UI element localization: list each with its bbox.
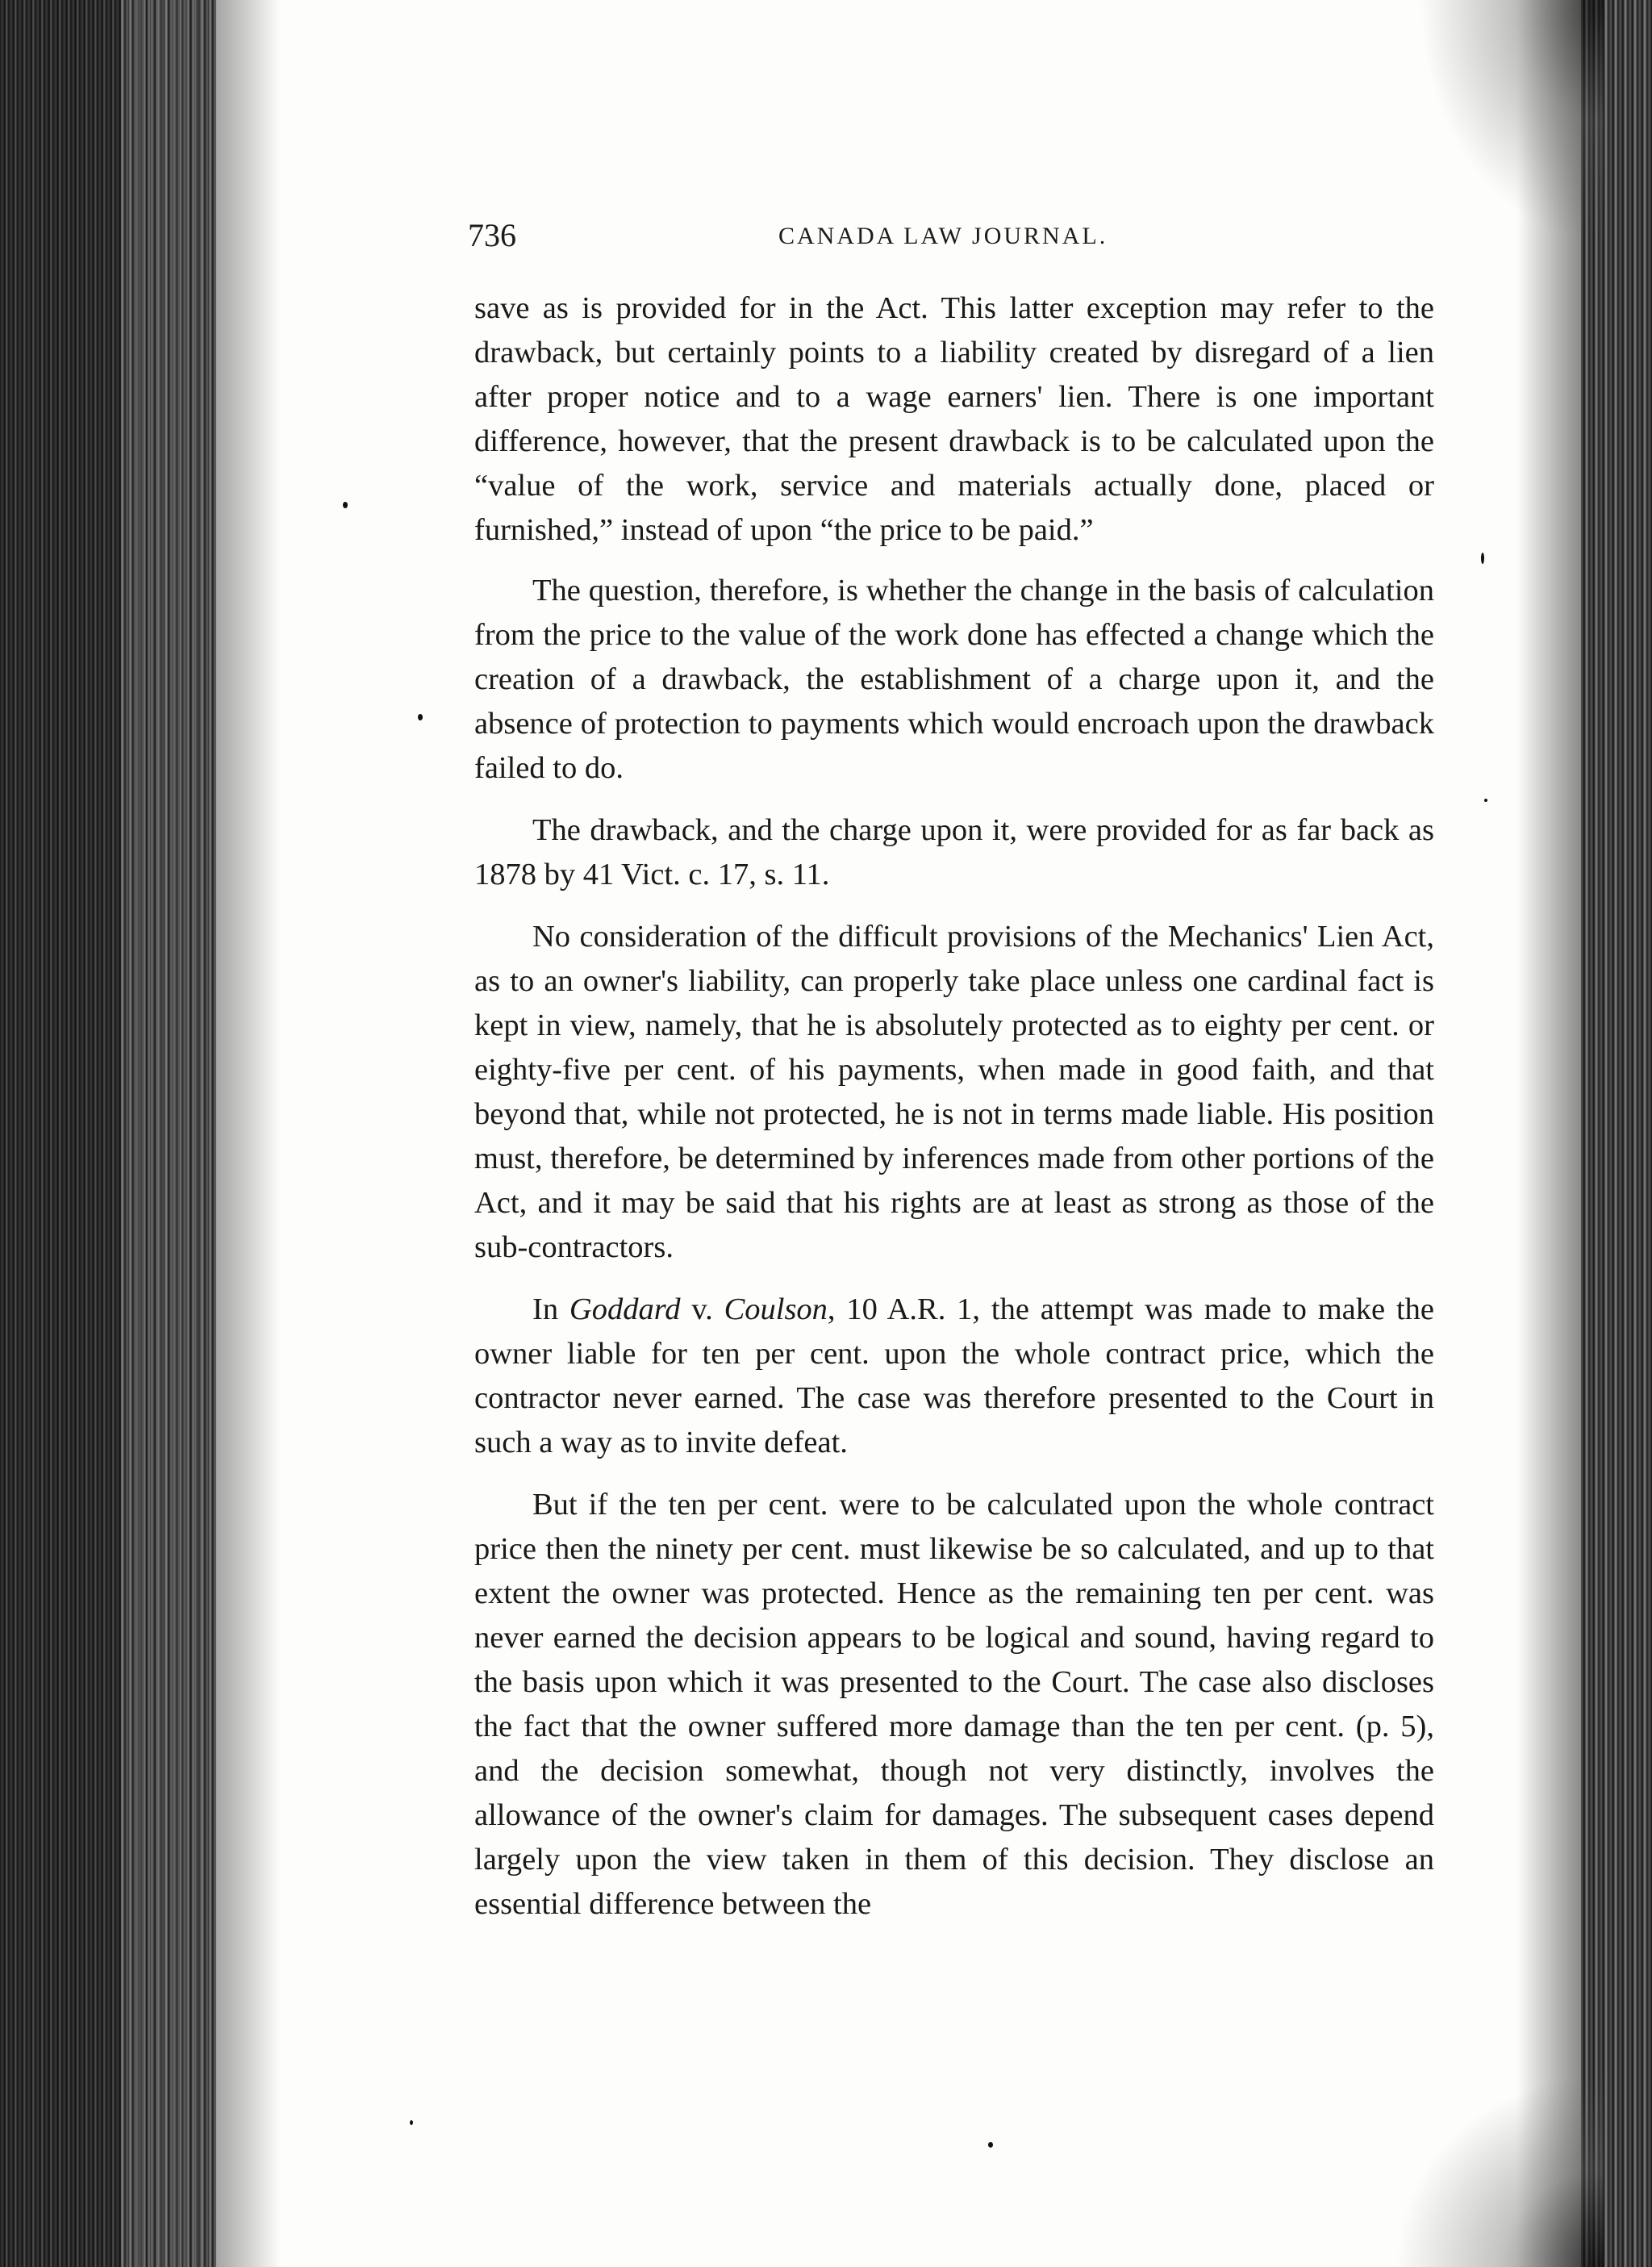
scan-speck <box>1481 553 1484 564</box>
paragraph-case-citation <box>474 1288 1434 1465</box>
scan-left-edge-texture <box>121 0 226 2267</box>
paragraph: The drawback, and the charge upon it, were provided for as far back as 1878 by 41 Vict. c. 17, s. 11. <box>474 813 1434 891</box>
scan-corner-top-right <box>1418 0 1604 242</box>
scan-speck <box>418 714 423 720</box>
scan-speck <box>1484 799 1487 802</box>
text-run: , 10 A.R. 1, the attempt was made to make the owner liable for ten per cent. upon the whole contract price, which the contractor never earned. The case was therefore presented to the Court in such a way as to invite defeat. <box>474 1292 1434 1459</box>
case-name-italic: Goddard <box>569 1292 681 1326</box>
page-number: 736 <box>468 217 516 253</box>
scan-speck <box>988 2142 993 2148</box>
running-title: CANADA LAW JOURNAL. <box>778 223 1108 249</box>
page-right-shadow <box>1516 0 1581 2267</box>
text-run: In <box>532 1292 569 1326</box>
page-header <box>468 216 1436 257</box>
paragraph: But if the ten per cent. were to be calculated upon the whole contract price then the ninety per cent. must likewise be so calculated, and up to that extent the owner was protected. Hence as the remaining ten per cent. was never earned the decision appears to be logical and sound, having regard to the basis upon which it was presented to the Court. The case also discloses the fact that the owner suffered more damage than the ten per cent. (p. 5), and the decision somewhat, though not very distinctly, involves the allowance of the owner's claim for damages. The subsequent cases depend largely upon the view taken in them of this decision. They disclose an essential difference between the <box>474 1488 1434 1921</box>
scan-corner-bottom-right <box>1394 2073 1604 2267</box>
scan-speck <box>410 2120 413 2125</box>
case-name-italic: Coulson <box>724 1292 828 1326</box>
paragraph: No consideration of the difficult provisions of the Mechanics' Lien Act, as to an owner's liability, can properly take place unless one cardinal fact is kept in view, namely, that he is absolutely protected as to eighty per cent. or eighty-five per cent. of his payments, when made in good faith, and that beyond that, while not protected, he is not in terms made liable. His position must, therefore, be determined by inferences made from other portions of the Act, and it may be said that his rights are at least as strong as those of the sub-contractors. <box>474 920 1434 1264</box>
page-body <box>474 286 1434 1944</box>
paragraph: save as is provided for in the Act. This latter exception may refer to the drawback, but certainly points to a liability created by disregard of a lien after proper notice and to a wage earners' lien. There is one important difference, however, that the present drawback is to be calculated upon the “value of the work, service and materials actually done, placed or furnished,” instead of upon “the price to be paid.” <box>474 291 1434 547</box>
paragraph: The question, therefore, is whether the change in the basis of calculation from the price to the value of the work done has effected a change which the creation of a drawback, the establishment of a charge upon it, and the absence of protection to payments which would encroach upon the drawback failed to do. <box>474 574 1434 785</box>
scan-right-edge <box>1579 0 1652 2267</box>
page-left-shadow <box>216 0 281 2267</box>
text-run: v. <box>680 1292 724 1326</box>
scan-speck <box>343 502 348 508</box>
